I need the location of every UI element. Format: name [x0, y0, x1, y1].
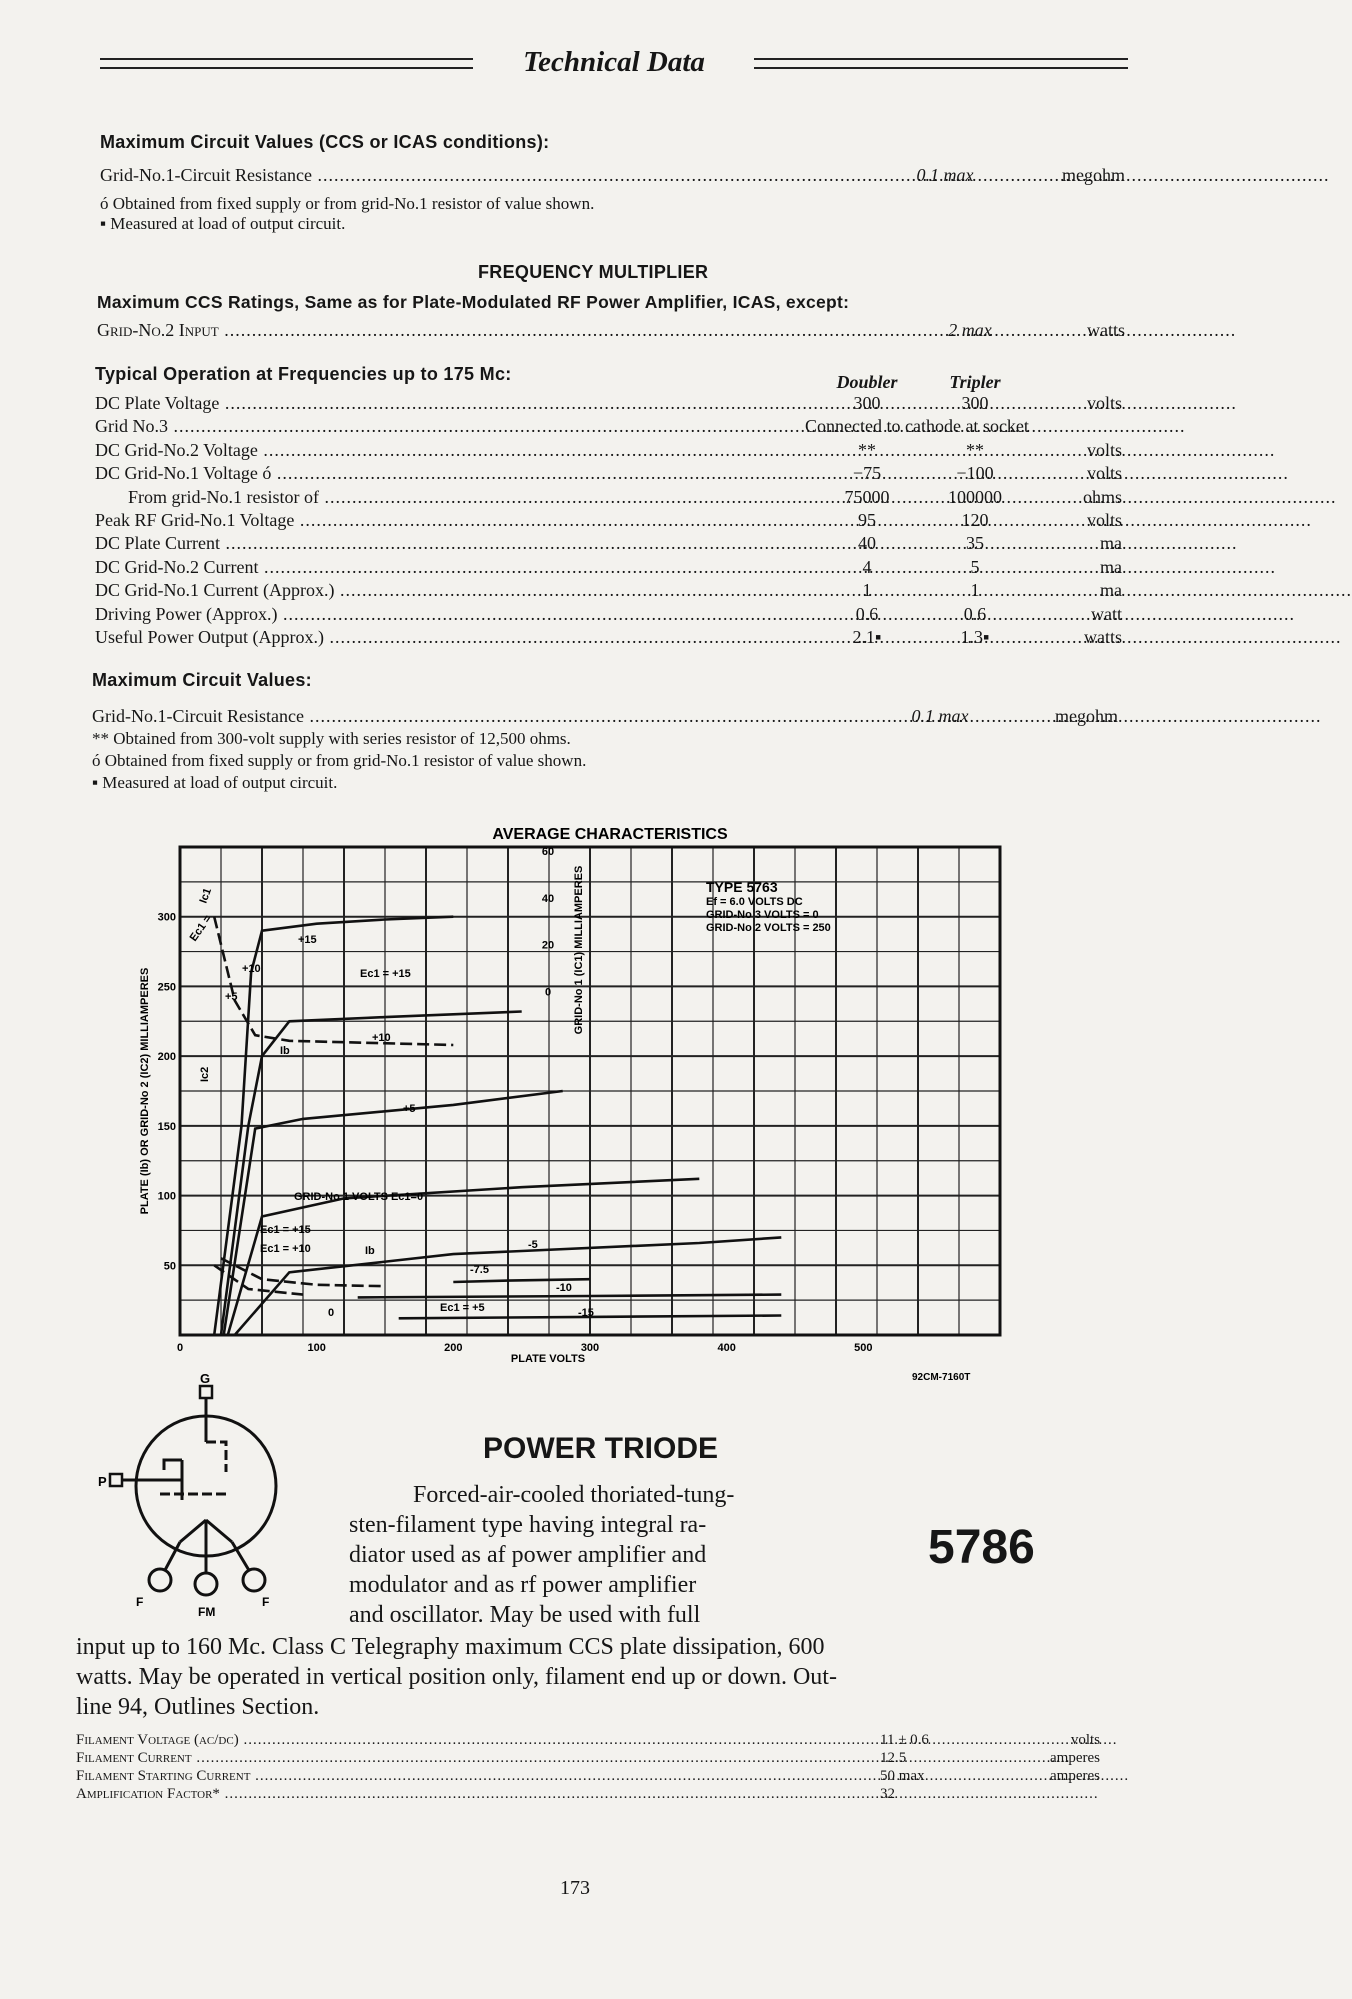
curve-label: Ib	[365, 1245, 375, 1257]
row-doubler: **	[858, 439, 876, 460]
row-tripler: 35	[966, 533, 984, 554]
curve-label: Ec1 = +10	[260, 1243, 311, 1255]
row-label: Peak RF Grid-No.1 Voltage .....	[95, 510, 790, 531]
page-title: Technical Data	[523, 46, 705, 78]
x-tick-label: 500	[854, 1342, 873, 1354]
x-tick-label: 100	[307, 1342, 326, 1354]
curve-label: +5	[403, 1103, 416, 1115]
curve-label: 0	[328, 1307, 335, 1319]
chart-info-line: Ef = 6.0 VOLTS DC	[706, 896, 803, 908]
spec-row	[0, 1768, 1344, 1786]
row-label: Filament Current .....	[76, 1750, 836, 1767]
row-unit: ma	[1100, 580, 1122, 601]
label-g: G	[200, 1371, 211, 1386]
desc-line-1: Forced-air-cooled thoriated-tung-	[413, 1482, 735, 1508]
row-label: Amplification Factor* .....	[76, 1786, 836, 1803]
filament-pin-center	[195, 1573, 217, 1595]
y-tick-label: 250	[157, 981, 176, 994]
filament-pin-right	[243, 1569, 265, 1591]
fm-note-series-resistor: ** Obtained from 300-volt supply with series resistor of 12,500 ohms.	[92, 729, 571, 748]
row-label: DC Grid-No.2 Voltage .....	[95, 440, 790, 461]
row-doubler: 2.1▪	[852, 627, 882, 647]
curve-label: -15	[578, 1307, 594, 1319]
row-label: DC Plate Current .....	[95, 533, 790, 554]
curve-label: Ec1 = +5	[440, 1302, 485, 1314]
row-value: 0.1 max	[916, 165, 974, 185]
row-unit: ma	[1100, 533, 1122, 554]
row-doubler: 75000	[844, 486, 890, 507]
freq-mult-ratings-heading: Maximum CCS Ratings, Same as for Plate-Modulated RF Power Amplifier, ICAS, except:	[97, 292, 850, 312]
row-unit: megohm	[1055, 706, 1118, 726]
row-value: 32	[880, 1786, 895, 1802]
curve-label: Ec1 =	[187, 913, 215, 944]
spec-row	[0, 1750, 1344, 1768]
col-header-doubler: Doubler	[836, 372, 898, 392]
tube-symbol-diagram	[100, 1372, 300, 1622]
desc-line-3: diator used as af power amplifier and	[349, 1542, 707, 1568]
row-unit: watt	[1091, 603, 1122, 624]
y2-axis-label: GRID-No 1 (IC1) MILLIAMPERES	[573, 865, 585, 1035]
row-span-value: Connected to cathode at socket	[805, 416, 1029, 437]
freq-mult-title: FREQUENCY MULTIPLIER	[478, 262, 709, 282]
row-unit: watts	[1084, 627, 1122, 647]
row-label: From grid-No.1 resistor of .....	[128, 487, 790, 508]
icas-note-measured-load: ▪ Measured at load of output circuit.	[100, 214, 346, 233]
grid-terminal	[200, 1386, 212, 1398]
row-unit: volts	[1086, 463, 1122, 484]
row-label: Filament Voltage (ac/dc) .....	[76, 1732, 836, 1749]
row-label: DC Grid-No.1 Voltage ó .....	[95, 463, 790, 484]
label-f-right: F	[262, 1595, 270, 1609]
row-value: 0.1 max	[911, 706, 969, 726]
row-unit: megohm	[1062, 165, 1125, 185]
icas-heading: Maximum Circuit Values (CCS or ICAS conditions):	[100, 132, 550, 152]
row-label: Grid No.3 .....	[95, 416, 790, 437]
row-tripler: 5	[970, 556, 980, 577]
tube-title: POWER TRIODE	[483, 1432, 719, 1465]
row-label: Grid-No.2 Input .....	[97, 320, 857, 341]
curve-label: -5	[528, 1239, 538, 1251]
row-tripler: 100000	[948, 486, 1002, 507]
curve-label: -7.5	[470, 1264, 489, 1276]
y-tick-label: 50	[163, 1260, 176, 1273]
icas-note-fixed-supply: ó Obtained from fixed supply or from grid-No.1 resistor of value shown.	[100, 194, 595, 213]
typical-operation-heading: Typical Operation at Frequencies up to 175 Mc:	[95, 364, 512, 384]
row-doubler: 95	[858, 510, 876, 530]
desc-line-7: watts. May be operated in vertical position only, filament end up or down. Out-	[76, 1664, 837, 1690]
row-value: 2 max	[948, 320, 992, 340]
row-value: 12.5	[880, 1750, 907, 1766]
row-doubler: 1	[862, 580, 872, 601]
desc-line-6: input up to 160 Mc. Class C Telegraphy maximum CCS plate dissipation, 600	[76, 1634, 825, 1660]
tube-number: 5786	[928, 1521, 1035, 1574]
row-value: 50 max	[880, 1768, 925, 1784]
row-label: Filament Starting Current .....	[76, 1768, 836, 1785]
row-tripler: 300	[961, 393, 989, 413]
row-tripler: 1	[970, 580, 980, 601]
x-tick-label: 200	[444, 1342, 463, 1354]
spec-row	[0, 1786, 1344, 1804]
fm-note-fixed-supply: ó Obtained from fixed supply or from grid-No.1 resistor of value shown.	[92, 751, 587, 770]
y-tick-label: 100	[157, 1190, 176, 1203]
curve-label: +5	[225, 991, 238, 1003]
desc-line-8: line 94, Outlines Section.	[76, 1694, 320, 1720]
chart-title: AVERAGE CHARACTERISTICS	[492, 826, 728, 843]
row-label: DC Plate Voltage .....	[95, 393, 790, 414]
chart-code: 92CM-7160T	[912, 1372, 971, 1383]
y2-tick-label: 40	[541, 892, 555, 905]
grid-electrode	[160, 1442, 230, 1494]
curve-label: Ic1	[197, 886, 215, 906]
label-fm: FM	[198, 1605, 216, 1619]
row-unit: volts	[1086, 439, 1122, 460]
fm-note-measured-load: ▪ Measured at load of output circuit.	[92, 773, 338, 792]
row-tripler: −100	[956, 463, 994, 484]
row-unit: ohms	[1082, 486, 1122, 507]
desc-line-4: modulator and as rf power amplifier	[349, 1572, 697, 1598]
curve-label: Ib	[280, 1045, 290, 1057]
x-tick-label: 400	[717, 1342, 736, 1354]
page-number: 173	[560, 1877, 590, 1899]
row-unit: volts	[1086, 393, 1122, 413]
row-label: DC Grid-No.2 Current .....	[95, 557, 790, 578]
row-doubler: −75	[852, 463, 882, 484]
label-f-left: F	[136, 1595, 144, 1609]
curve-label: Ec1 = +15	[360, 968, 411, 980]
curve-label: Ec1 = +15	[260, 1224, 311, 1236]
row-label: Grid-No.1-Circuit Resistance .....	[92, 706, 862, 727]
filament-leads	[164, 1542, 250, 1572]
col-header-tripler: Tripler	[949, 372, 1001, 392]
curve-label: GRID-No 1 VOLTS Ec1=0	[294, 1191, 424, 1203]
row-unit: volts	[1070, 1732, 1100, 1748]
filament-pin-left	[149, 1569, 171, 1591]
plate-terminal	[110, 1474, 122, 1486]
y-tick-label: 150	[157, 1120, 176, 1133]
row-doubler: 4	[862, 556, 872, 577]
row-unit: amperes	[1050, 1768, 1100, 1784]
row-tripler: 1.3▪	[960, 627, 990, 647]
chart-info-line: TYPE 5763	[706, 879, 778, 895]
desc-line-5: and oscillator. May be used with full	[349, 1602, 701, 1628]
desc-line-2: sten-filament type having integral ra-	[349, 1512, 707, 1538]
curve-label: +10	[242, 963, 261, 975]
row-label: Driving Power (Approx.) .....	[95, 604, 790, 625]
row-unit: ma	[1100, 556, 1122, 577]
row-unit: amperes	[1050, 1750, 1100, 1766]
row-doubler: 40	[858, 533, 876, 554]
chart-info-line: GRID-No 2 VOLTS = 250	[706, 922, 831, 934]
x-axis-label: PLATE VOLTS	[510, 1353, 586, 1365]
chart-info-line: GRID-No 3 VOLTS = 0	[706, 909, 819, 921]
x-tick-label: 0	[176, 1342, 184, 1354]
spec-row	[0, 1732, 1344, 1750]
row-unit: volts	[1086, 510, 1122, 530]
row-value: 11 ± 0.6	[880, 1732, 929, 1748]
row-label: Grid-No.1-Circuit Resistance .....	[100, 165, 870, 186]
series-curve	[358, 1295, 782, 1298]
y-tick-label: 200	[157, 1051, 176, 1064]
row-doubler: 300	[853, 393, 881, 413]
y2-tick-label: 20	[541, 939, 555, 952]
row-label: DC Grid-No.1 Current (Approx.) .....	[95, 580, 790, 601]
y2-tick-label: 60	[541, 846, 555, 858]
row-tripler: **	[966, 439, 984, 460]
curve-label: Ic2	[199, 1066, 211, 1082]
filament	[180, 1520, 232, 1544]
y2-tick-label: 0	[544, 986, 552, 999]
circuit-values-heading: Maximum Circuit Values:	[92, 670, 312, 690]
row-tripler: 0.6	[963, 603, 987, 624]
row-unit: watts	[1087, 320, 1125, 340]
row-label: Useful Power Output (Approx.) .....	[95, 627, 790, 648]
y-axis-label: PLATE (Ib) OR GRID-No 2 (IC2) MILLIAMPERES	[139, 967, 151, 1215]
curve-label: -10	[556, 1282, 572, 1294]
label-p: P	[98, 1474, 107, 1489]
row-doubler: 0.6	[855, 603, 879, 624]
row-tripler: 120	[961, 510, 989, 530]
curve-label: +10	[372, 1032, 391, 1044]
y-tick-label: 300	[157, 911, 176, 924]
x-tick-label: 300	[580, 1342, 600, 1354]
curve-label: +15	[298, 934, 317, 946]
